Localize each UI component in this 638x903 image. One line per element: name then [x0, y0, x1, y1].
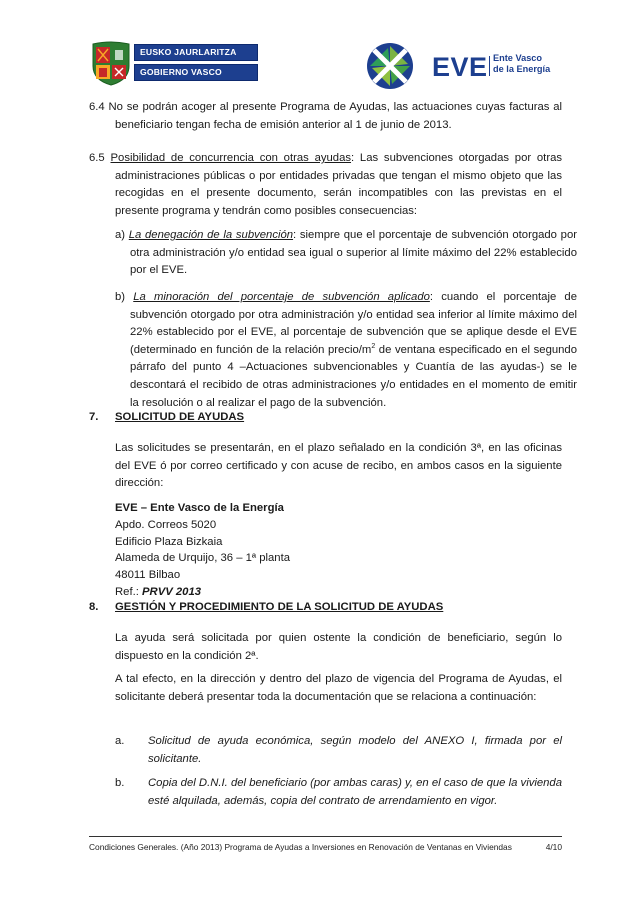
section-8-text-2: A tal efecto, en la dirección y dentro del plazo de vigencia del Programa de Ayudas, el solicitante deberá presentar toda la documentación que se relaciona a continuación: [115, 673, 562, 703]
eve-fullname-line1: Ente Vasco [493, 53, 543, 63]
list-item-text: Solicitud de ayuda económica, según modelo del ANEXO I, firmada por el solicitante. [148, 735, 562, 765]
list-item-marker: a. [115, 735, 125, 747]
address-line-3: Alameda de Urquijo, 36 – 1ª planta [115, 552, 291, 565]
section-6-4-number: 6.4 [89, 101, 105, 113]
gov-name-basque: EUSKO JAURLARITZA [134, 44, 258, 61]
section-7-heading [89, 409, 244, 427]
item-b-title: La minoración del porcentaje de subvención aplicado [133, 291, 430, 303]
footer-divider [89, 836, 562, 837]
item-b-marker: b) [115, 291, 126, 303]
item-b-text-2: de ventana especificado en el segundo párrafo del punto 4 –Actuaciones subvencionables y Cuantía de las ayudas-) se le descontará el recibido de otras administraciones y/o entidades en el momento de emitir la resolución o al realizar el pago de la subvención. [130, 343, 578, 409]
section-8-text-1: La ayuda será solicitada por quien ostente la condición de beneficiario, según lo dispuesto en la condición 2ª. [115, 632, 562, 662]
eve-logo [366, 40, 566, 90]
reference-value: PRVV 2013 [142, 585, 202, 598]
section-8-number: 8. [89, 601, 99, 613]
section-6-5 [89, 150, 562, 220]
address-line-4: 48011 Bilbao [115, 569, 181, 582]
address-name: EVE – Ente Vasco de la Energía [115, 502, 284, 514]
coat-of-arms-icon [90, 40, 132, 86]
reference-label: Ref.: [115, 585, 142, 598]
gobierno-vasco-logo [90, 40, 260, 86]
section-7-title: SOLICITUD DE AYUDAS [115, 411, 245, 423]
page-number: 4/10 [545, 842, 562, 852]
postal-address [115, 500, 290, 601]
item-a-title: La denegación de la subvención [128, 229, 294, 241]
list-item [115, 733, 562, 768]
section-6-4 [89, 99, 562, 134]
eve-emblem-icon [366, 42, 414, 90]
section-7-text: Las solicitudes se presentarán, en el plazo señalado en la condición 3ª, en las oficinas del EVE ó por correo certificado y con acuse de recibo, en ambos casos en la siguiente dirección: [115, 442, 562, 490]
item-a-marker: a) [115, 229, 126, 241]
section-6-5-item-b [115, 289, 577, 412]
footer-text: Condiciones Generales. (Año 2013) Programa de Ayudas a Inversiones en Renovación de Ventanas en Viviendas [89, 842, 512, 852]
address-line-2: Edificio Plaza Bizkaia [115, 535, 223, 548]
list-item-text: Copia del D.N.I. del beneficiario (por ambas caras) y, en el caso de que la vivienda esté alquilada, además, copia del contrato de arrendamiento en vigor. [148, 777, 562, 807]
eve-fullname-line2: de la Energía [493, 64, 551, 74]
section-6-4-text: No se podrán acoger al presente Programa de Ayudas, las actuaciones cuyas facturas al beneficiario tengan fecha de emisión anterior al 1 de junio de 2013. [108, 101, 562, 131]
item-b-text-1: : cuando el porcentaje de subvención otorgado por otra administración y/o entidad sea inferior al límite máximo del 22% establecido por el EVE, al porcentaje de subvención que se aplique desde el EVE (determinado en función de la relación precio/m [130, 291, 577, 356]
section-6-5-title: Posibilidad de concurrencia con otras ayudas [110, 152, 352, 164]
page-footer [89, 842, 562, 852]
section-6-5-item-a [115, 227, 577, 280]
item-b-superscript: 2 [371, 343, 376, 351]
list-item [115, 775, 562, 810]
section-6-5-number: 6.5 [89, 152, 105, 164]
address-line-1: Apdo. Correos 5020 [115, 518, 217, 531]
eve-wordmark: EVE [432, 52, 488, 82]
section-8-heading [89, 599, 443, 617]
logo-divider [489, 56, 490, 76]
list-item-marker: b. [115, 777, 125, 789]
section-6-5-text: : Las subvenciones otorgadas por otras administraciones públicas o por entidades privadas que tengan el mismo objeto que las recogidas en el presente documento, serán incompatibles con las previstas en el presente programa y tendrán como posibles consecuencias: [115, 152, 563, 217]
eve-fullname [493, 53, 550, 75]
section-7-number: 7. [89, 411, 99, 423]
item-a-text: : siempre que el porcentaje de subvención otorgado por otra administración y/o entidad sea igual o superior al límite máximo del 22% establecido por el EVE. [130, 229, 577, 277]
gov-name-spanish: GOBIERNO VASCO [134, 64, 258, 81]
section-8-title: GESTIÓN Y PROCEDIMIENTO DE LA SOLICITUD DE AYUDAS [115, 601, 444, 613]
